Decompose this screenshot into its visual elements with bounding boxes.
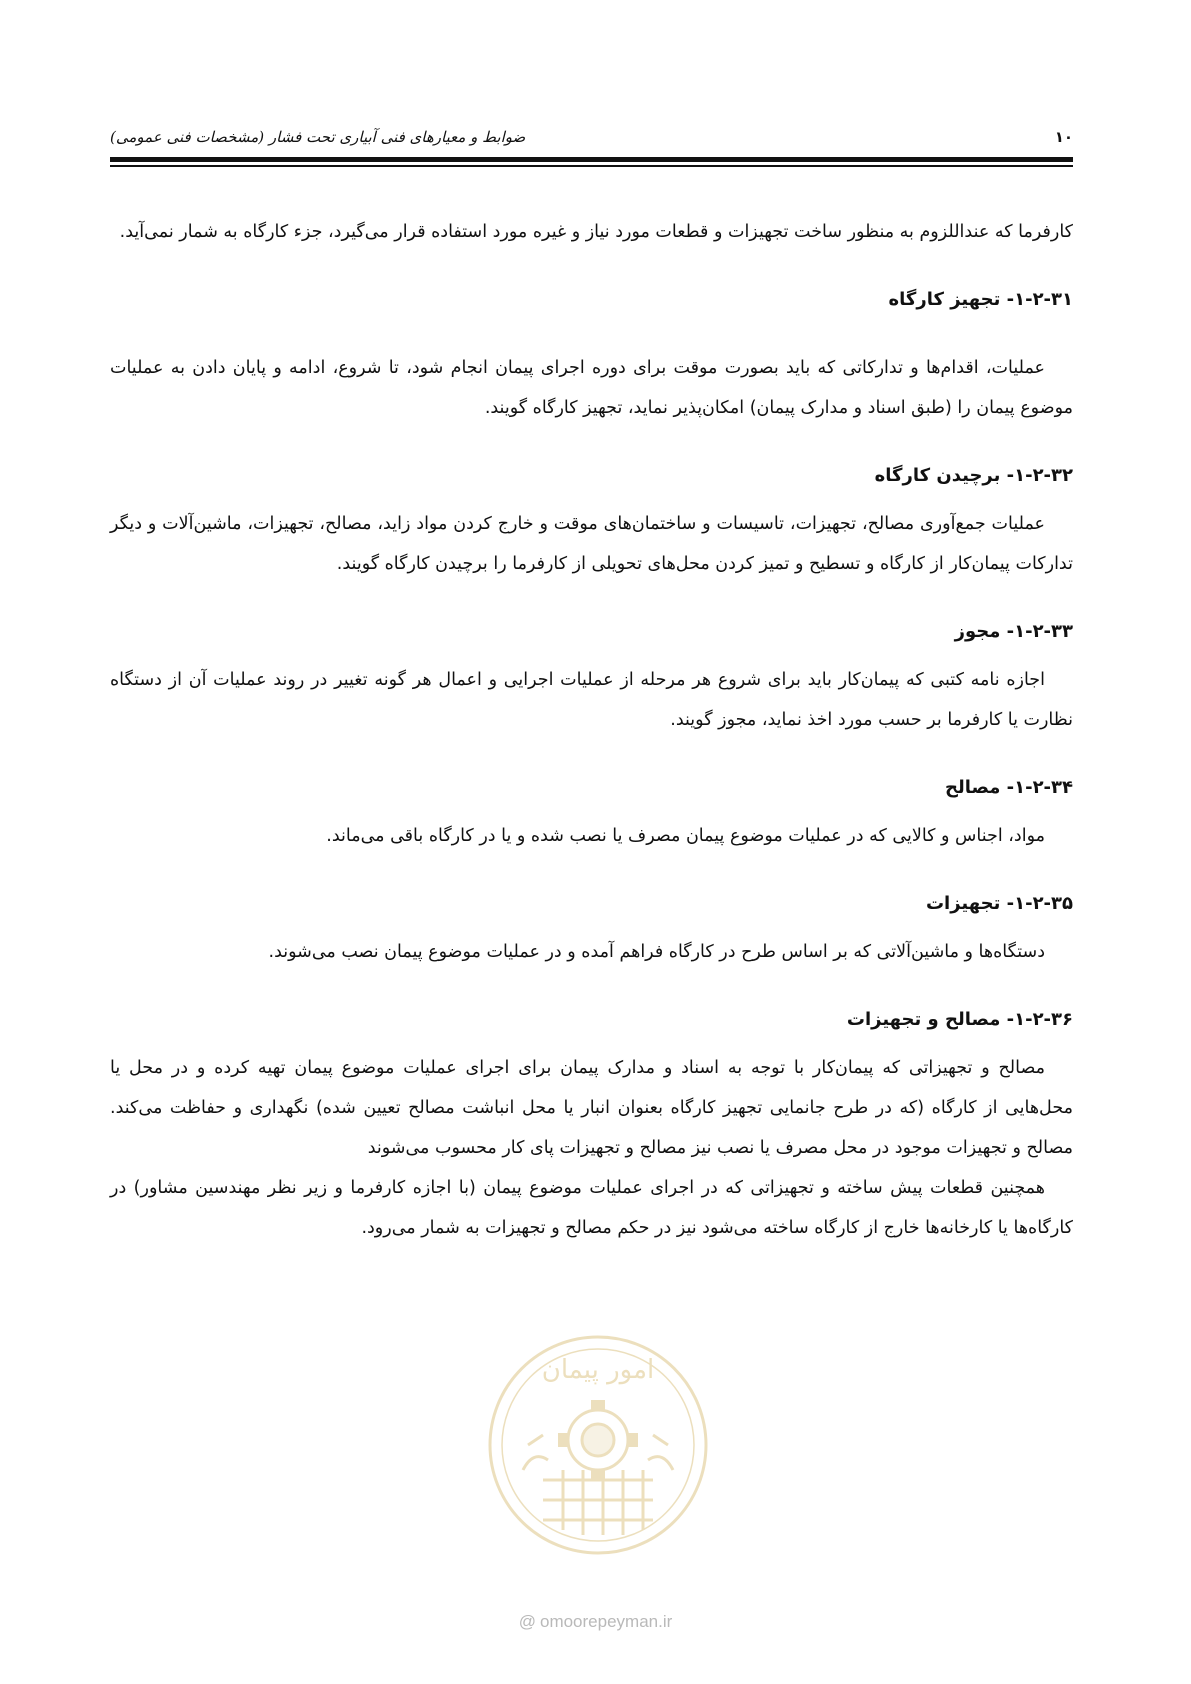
section-35-paragraph: دستگاه‌ها و ماشین‌آلاتی که بر اساس طرح در کارگاه فراهم آمده و در عملیات موضوع پیمان نصب می‌شوند. [268, 942, 1045, 962]
section-title-32: ۱-۲-۳۲- برچیدن کارگاه [874, 465, 1073, 486]
header-rule-thin [110, 165, 1073, 167]
header-rule-thick [110, 157, 1073, 162]
header-title: ضوابط و معیارهای فنی آبیاری تحت فشار (مشخصات فنی عمومی) [110, 128, 526, 146]
watermark-site [0, 1612, 1191, 1632]
section-title-31: ۱-۲-۳۱- تجهیز کارگاه [888, 289, 1073, 310]
page-header [110, 128, 1073, 150]
section-32-paragraph: عملیات جمع‌آوری مصالح، تجهیزات، تاسیسات و ساختمان‌های موقت و خارج کردن مواد زاید، مصالح، تجهیزات، ماشین‌آلات و دیگر تدارکات پیمان‌کار از کارگاه و تسطیح و تمیز کردن محل‌های تحویلی از کارفرما را برچیدن کارگاه گویند. [110, 514, 1073, 574]
at-icon: @ [518, 1612, 536, 1631]
watermark-logo [483, 1330, 713, 1560]
section-36-paragraph-1: مصالح و تجهیزاتی که پیمان‌کار با توجه به اسناد و مدارک پیمان برای اجرای عملیات موضوع پیمان تهیه کرده و در محل یا محل‌هایی از کارگاه (که در طرح جانمایی تجهیز کارگاه بعنوان انبار یا محل انباشت مصالح تعیین شده) نگهداری و حفاظت می‌کند. مصالح و تجهیزات موجود در محل مصرف یا نصب نیز مصالح و تجهیزات پای کار محسوب می‌شوند [110, 1058, 1073, 1158]
section-title-35: ۱-۲-۳۵- تجهیزات [925, 893, 1073, 914]
intro-paragraph: کارفرما که عنداللزوم به منظور ساخت تجهیزات و قطعات مورد نیاز و غیره مورد استفاده قرار می‌گیرد، جزء کارگاه به شمار نمی‌آید. [119, 222, 1073, 242]
page-content [110, 212, 1073, 1248]
watermark-logo-text: امور پیمان [541, 1355, 655, 1385]
section-34-paragraph: مواد، اجناس و کالایی که در عملیات موضوع پیمان مصرف یا نصب شده و یا در کارگاه باقی می‌ماند. [326, 826, 1045, 846]
page-number: ۱۰ [1054, 128, 1073, 146]
section-36-paragraph-2: همچنین قطعات پیش ساخته و تجهیزاتی که در اجرای عملیات موضوع پیمان (با اجازه کارفرما و زیر نظر مهندسین مشاور) در کارگاه‌ها یا کارخانه‌ها خارج از کارگاه ساخته می‌شود نیز در حکم مصالح و تجهیزات به شمار می‌رود. [110, 1178, 1073, 1238]
section-title-34: ۱-۲-۳۴- مصالح [945, 777, 1073, 798]
section-31-paragraph: عملیات، اقدام‌ها و تدارکاتی که باید بصورت موقت برای دوره اجرای پیمان انجام شود، تا شروع، ادامه و پایان دادن به عملیات موضوع پیمان را (طبق اسناد و مدارک پیمان) امکان‌پذیر نماید، تجهیز کارگاه گویند. [110, 358, 1073, 418]
section-33-paragraph: اجازه نامه کتبی که پیمان‌کار باید برای شروع هر مرحله از عملیات اجرایی و اعمال هر گونه تغییر در روند عملیات آن از دستگاه نظارت یا کارفرما بر حسب مورد اخذ نماید، مجوز گویند. [110, 670, 1073, 730]
watermark-site-text: omoorepeyman.ir [539, 1612, 673, 1631]
section-title-33: ۱-۲-۳۳- مجوز [954, 621, 1073, 642]
section-title-36: ۱-۲-۳۶- مصالح و تجهیزات [846, 1009, 1073, 1030]
